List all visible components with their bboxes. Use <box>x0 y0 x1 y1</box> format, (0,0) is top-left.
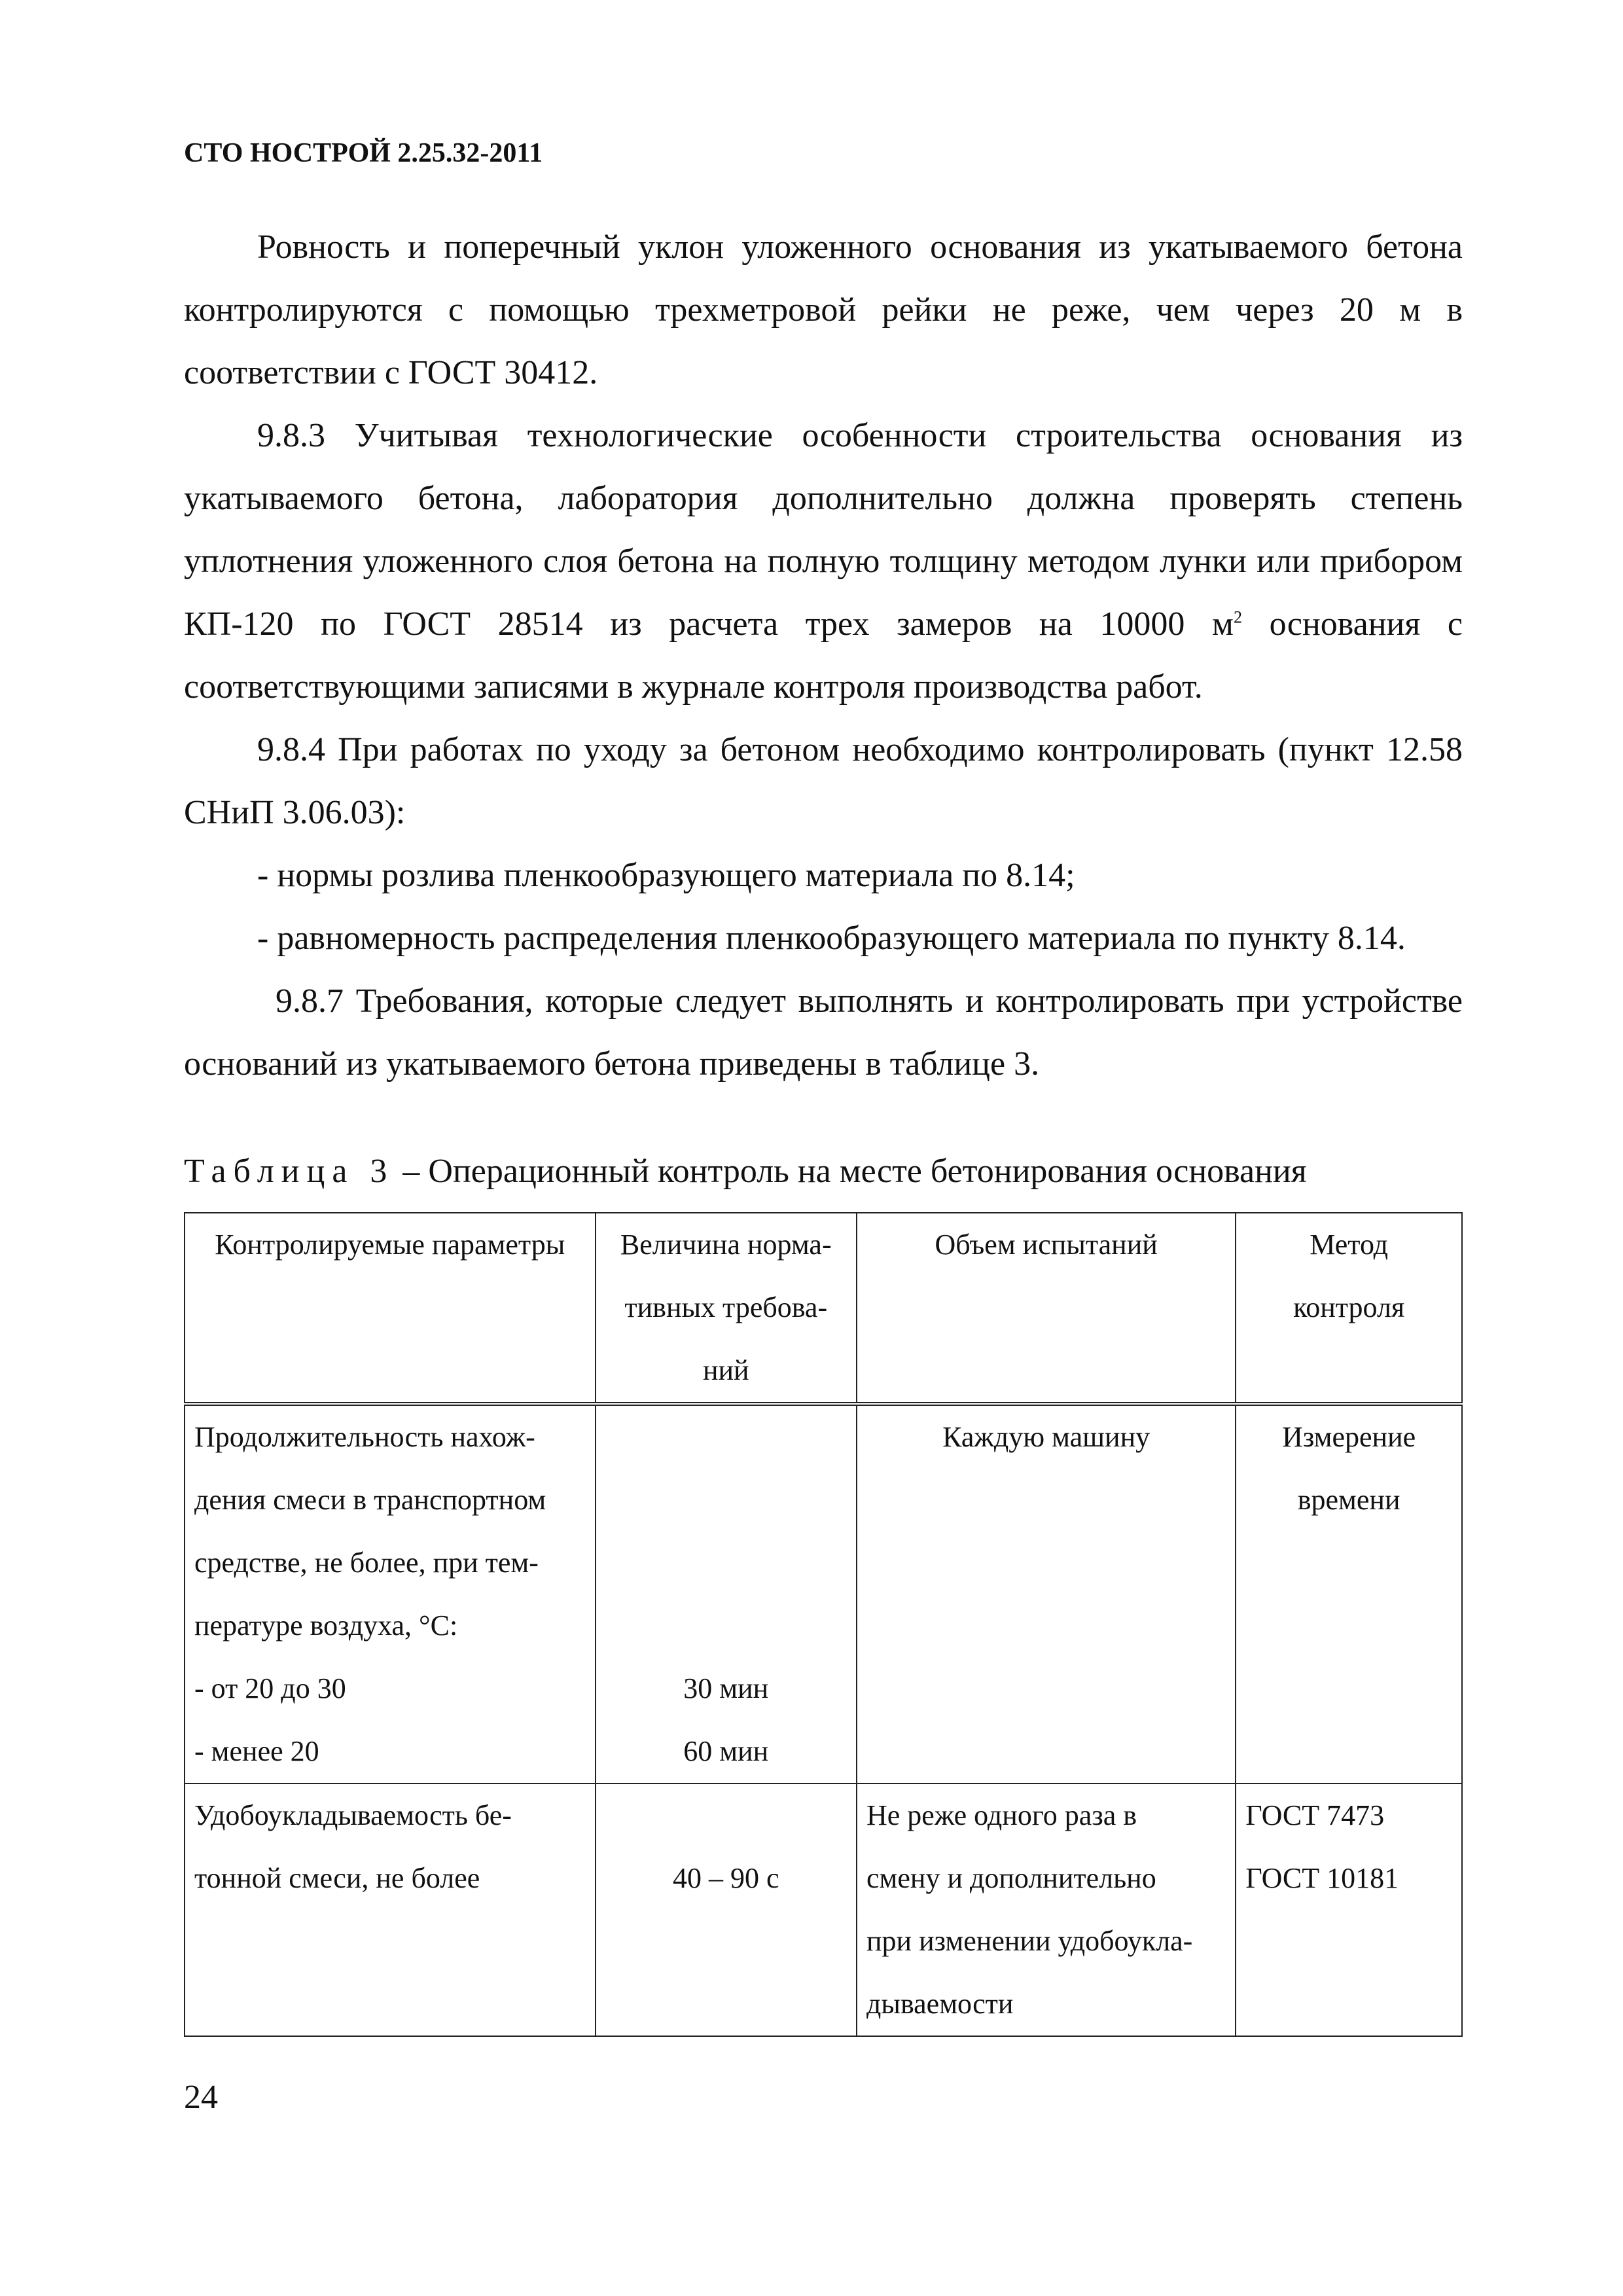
paragraph-9-8-3-tail: основания с соответствующими записями в журнале контроля производства работ. <box>184 605 1463 706</box>
cell-line: при изменении удобоукла- <box>866 1925 1193 1957</box>
cell-line: Удобоукладываемость бе- <box>194 1799 512 1831</box>
table-caption <box>184 1152 1307 1191</box>
cell-line: 60 мин <box>683 1735 769 1767</box>
cell-line <box>605 1594 847 1657</box>
table-caption-text: Операционный контроль на месте бетонирования основания <box>428 1153 1307 1190</box>
cell-line <box>605 1406 847 1469</box>
cell-line: средстве, не более, при тем- <box>194 1547 539 1579</box>
paragraph-9-8-3 <box>184 404 1463 719</box>
paragraph-9-8-4: 9.8.4 При работах по уходу за бетоном необходимо контролировать (пункт 12.58 СНиП 3.06.03): <box>184 731 1463 831</box>
page-number: 24 <box>184 2079 218 2116</box>
paragraph-flatness: Ровность и поперечный уклон уложенного основания из укатываемого бетона контролируются с помощью трехметровой рейки не реже, чем через 20 м в соответствии с ГОСТ 30412. <box>184 228 1463 391</box>
list-item-uniformity: - равномерность распределения пленкообразующего материала по пункту 8.14. <box>257 920 1406 957</box>
header-normative-value <box>596 1213 857 1404</box>
list-item-norms: - нормы розлива пленкообразующего материала по 8.14; <box>257 857 1075 894</box>
cell-volume <box>857 1784 1236 2036</box>
cell-line <box>605 1532 847 1594</box>
header-line: контроля <box>1293 1291 1405 1323</box>
cell-volume <box>857 1404 1236 1784</box>
paragraph-9-8-7: 9.8.7 Требования, которые следует выполнять и контролировать при устройстве оснований из укатываемого бетона приведены в таблице 3. <box>184 982 1463 1083</box>
header-line: ний <box>702 1354 749 1386</box>
table-caption-label: Таблица 3 <box>184 1153 395 1190</box>
header-parameters <box>185 1213 596 1404</box>
table-caption-dash: – <box>394 1153 429 1190</box>
table-row <box>185 1404 1462 1784</box>
control-table <box>184 1212 1463 2037</box>
cell-line: Продолжительность нахож- <box>194 1421 535 1453</box>
header-line: Величина норма- <box>620 1229 832 1261</box>
body-text <box>184 216 1463 1096</box>
cell-line: ГОСТ 10181 <box>1245 1862 1399 1894</box>
header-line: тивных требова- <box>624 1291 828 1323</box>
document-header: СТО НОСТРОЙ 2.25.32-2011 <box>184 138 543 168</box>
cell-line: - менее 20 <box>194 1735 319 1767</box>
cell-value <box>596 1784 857 2036</box>
header-line: Контролируемые параметры <box>215 1229 565 1261</box>
cell-parameter <box>185 1784 596 2036</box>
header-test-volume <box>857 1213 1236 1404</box>
cell-line: дываемости <box>866 1988 1014 2020</box>
cell-method <box>1236 1784 1462 2036</box>
cell-parameter <box>185 1404 596 1784</box>
cell-line: Каждую машину <box>942 1421 1150 1453</box>
cell-line <box>605 1784 847 1847</box>
table-header-row <box>185 1213 1462 1404</box>
cell-line <box>605 1469 847 1532</box>
header-line: Метод <box>1310 1229 1389 1261</box>
cell-line: смену и дополнительно <box>866 1862 1156 1894</box>
cell-line: дения смеси в транспортном <box>194 1484 546 1516</box>
cell-line: пературе воздуха, °С: <box>194 1609 458 1641</box>
superscript-2: 2 <box>1233 607 1242 627</box>
cell-value <box>596 1404 857 1784</box>
header-control-method <box>1236 1213 1462 1404</box>
cell-line: тонной смеси, не более <box>194 1862 480 1894</box>
cell-method <box>1236 1404 1462 1784</box>
paragraph-9-8-3-text: 9.8.3 Учитывая технологические особенности строительства основания из укатываемого бетона, лаборатория дополнительно должна проверять степень уплотнения уложенного слоя бетона на полную толщину методом лунки или прибором КП-120 по ГОСТ 28514 из расчета трех замеров на 10000 м <box>184 417 1463 643</box>
cell-line: времени <box>1297 1484 1400 1516</box>
header-line: Объем испытаний <box>935 1229 1158 1261</box>
cell-line: 30 мин <box>683 1672 769 1704</box>
cell-line: - от 20 до 30 <box>194 1672 346 1704</box>
cell-line: ГОСТ 7473 <box>1245 1799 1385 1831</box>
cell-line: Измерение <box>1282 1421 1416 1453</box>
cell-line: Не реже одного раза в <box>866 1799 1137 1831</box>
cell-line: 40 – 90 с <box>672 1862 779 1894</box>
table-row <box>185 1784 1462 2036</box>
